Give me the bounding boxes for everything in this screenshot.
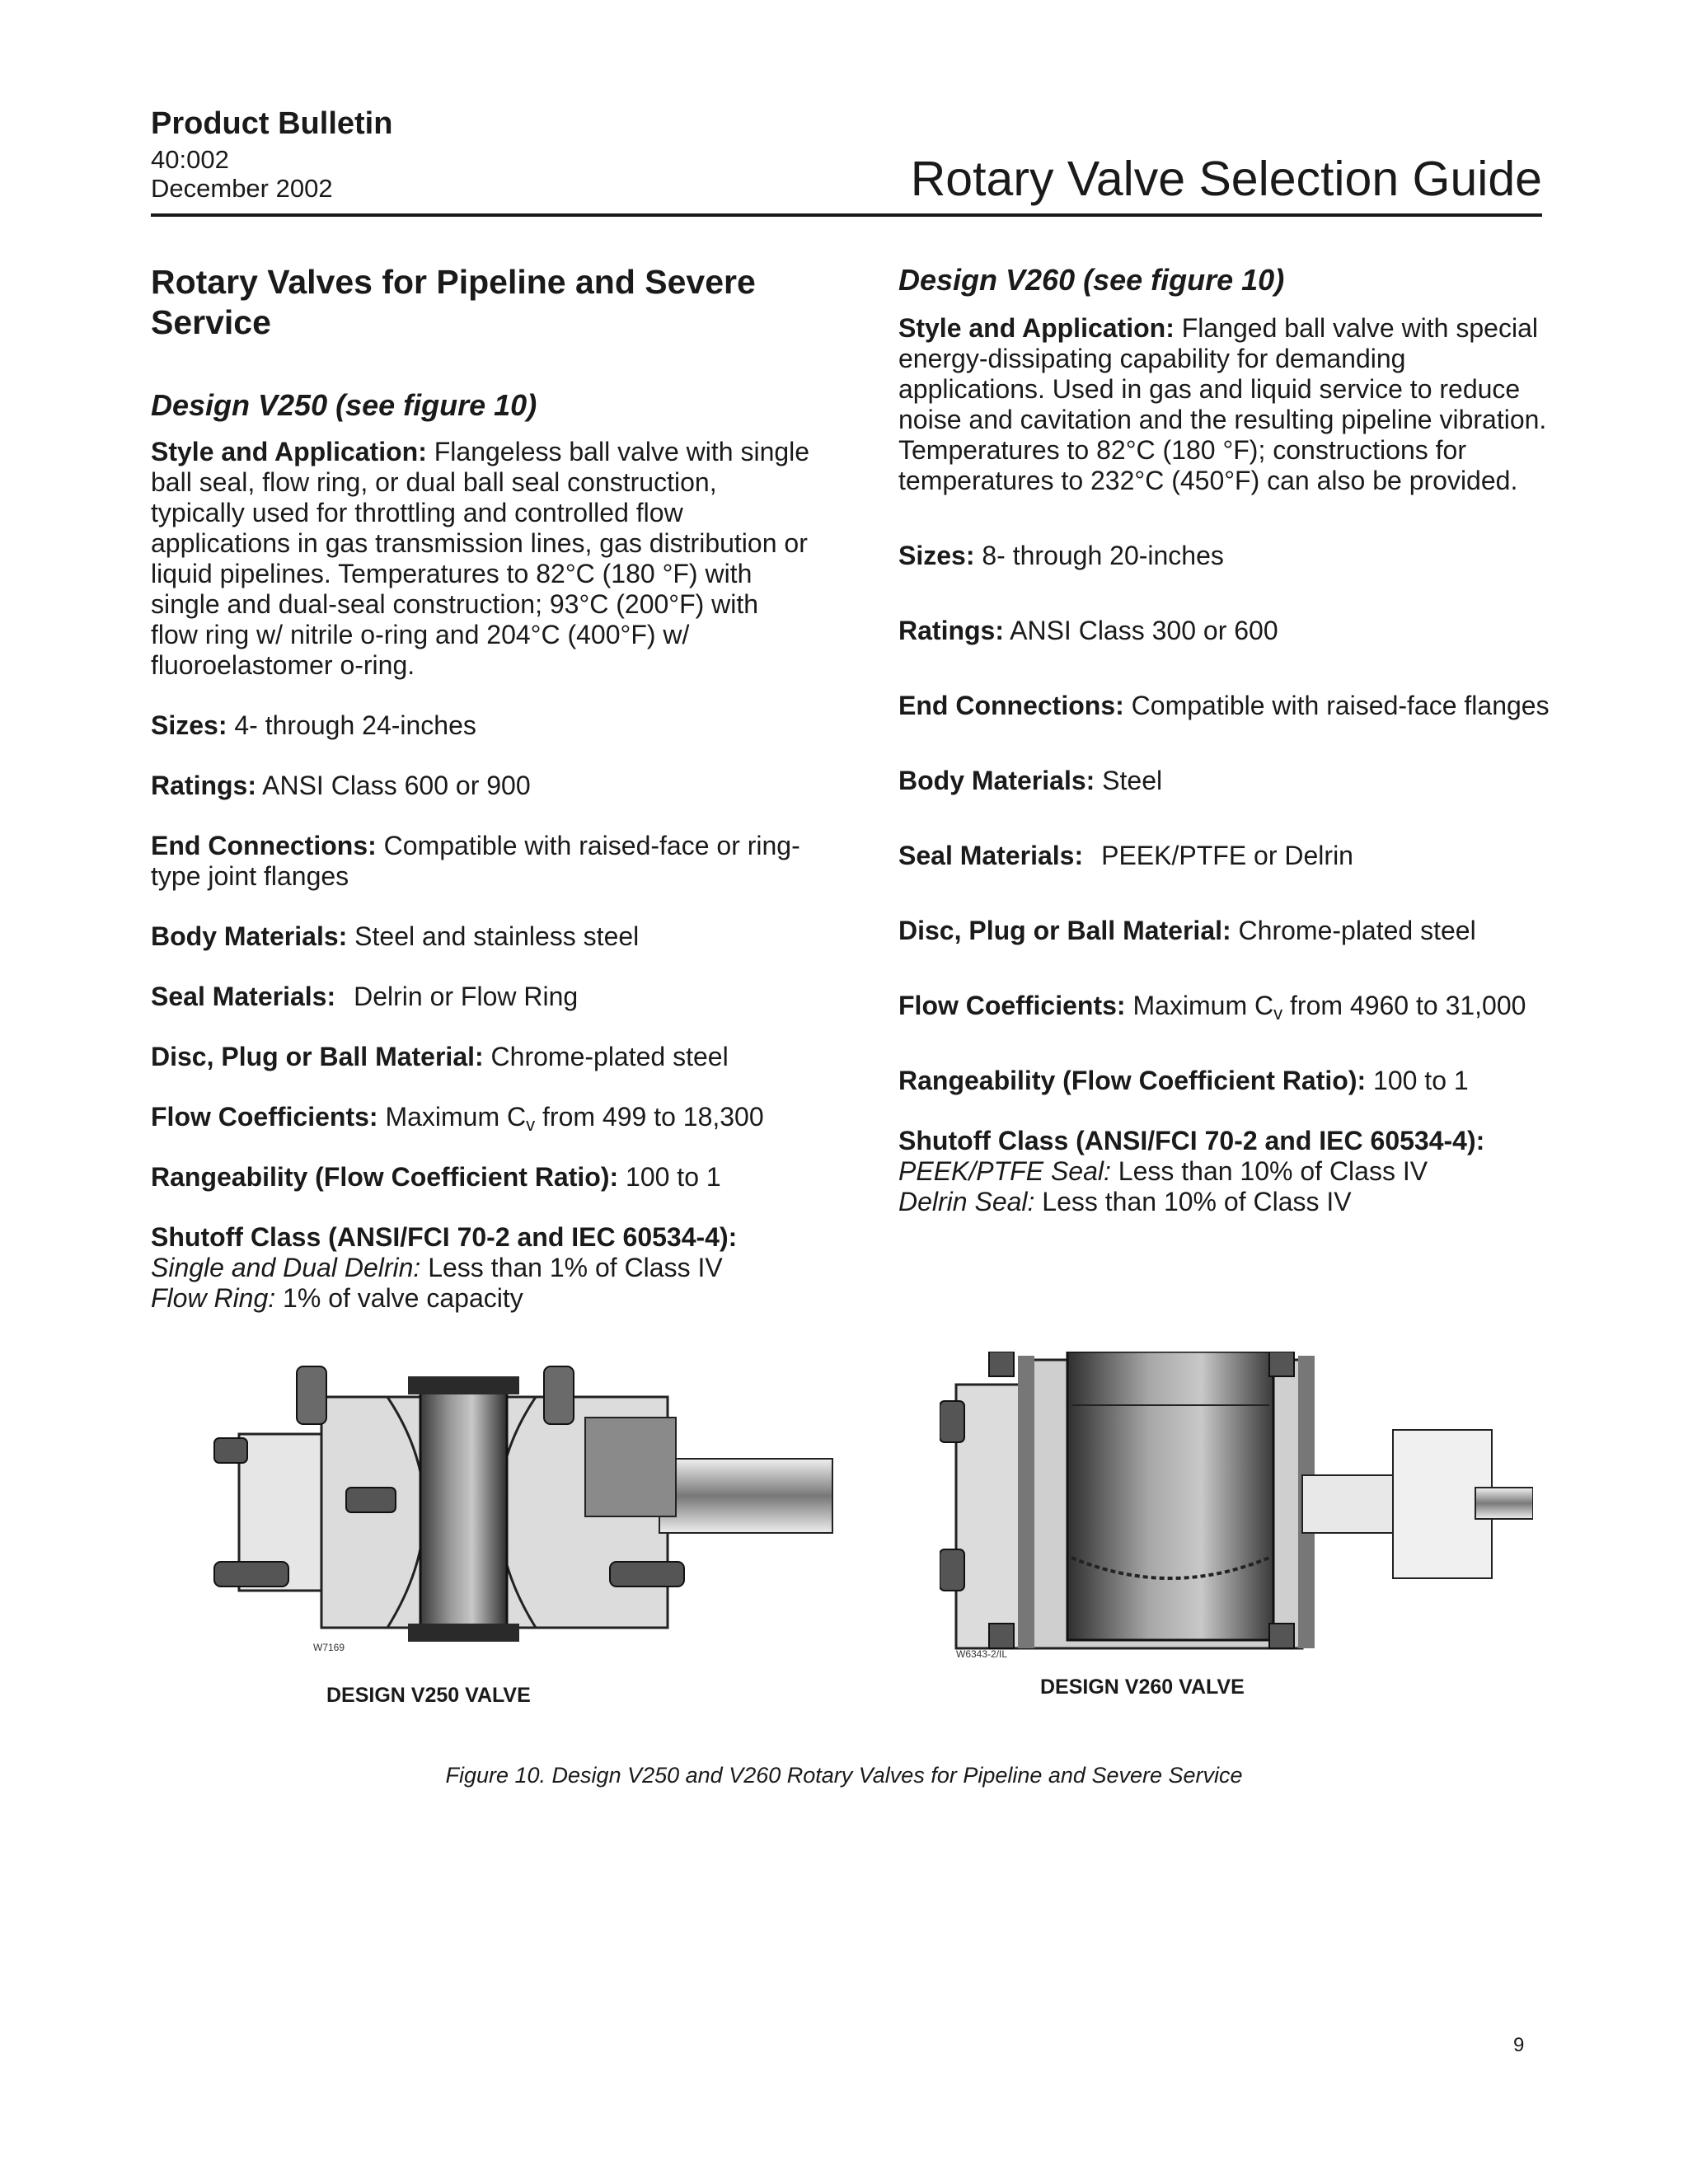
section-title: Rotary Valves for Pipeline and Severe Service — [151, 263, 756, 341]
ratings — [151, 771, 810, 801]
end-text: Compatible with raised-face or ring-type joint flanges — [151, 831, 800, 891]
sizes-label: Sizes: — [151, 710, 227, 740]
end-connections — [151, 831, 810, 892]
range-text: 100 to 1 — [626, 1162, 721, 1192]
shutoff-line-1 — [898, 1156, 1558, 1187]
sizes-text: 4- through 24-inches — [234, 710, 476, 740]
shutoff-2-italic: Delrin Seal: — [898, 1187, 1035, 1216]
end-connections — [898, 691, 1558, 721]
v260-valve-image — [940, 1352, 1533, 1663]
flow-coefficients — [898, 991, 1558, 1024]
sizes-label: Sizes: — [898, 541, 975, 570]
body-materials — [898, 766, 1558, 796]
disc-text: Chrome-plated steel — [490, 1042, 729, 1071]
flow-text-pre: Maximum C — [1132, 991, 1274, 1020]
v260-valve-label: DESIGN V260 VALVE — [1040, 1675, 1245, 1699]
ratings-text: ANSI Class 300 or 600 — [1010, 616, 1278, 645]
shutoff-1-italic: PEEK/PTFE Seal: — [898, 1156, 1111, 1186]
disc-material — [151, 1042, 810, 1072]
ratings — [898, 616, 1558, 646]
ratings-label: Ratings: — [898, 616, 1004, 645]
shutoff-2-text: Less than 10% of Class IV — [1042, 1187, 1352, 1216]
body-materials — [151, 921, 810, 952]
disc-label: Disc, Plug or Ball Material: — [898, 916, 1231, 945]
bulletin-number: 40:002 — [151, 145, 229, 174]
ratings-label: Ratings: — [151, 771, 256, 800]
design-v260-title: Design V260 (see figure 10) — [898, 263, 1285, 297]
shutoff-2-italic: Flow Ring: — [151, 1283, 276, 1313]
sizes — [151, 710, 810, 741]
flow-text-post: from 499 to 18,300 — [542, 1102, 764, 1132]
style-text: Flanged ball valve with special energy-dissipating capability for demanding applications. Used in gas and liquid service to reduce noise and cavitation and the resulting pipeline vibration. Temperatures to 82°C (180 °F); constructions for temperatures to 232°C (450°F) can also be provided. — [898, 313, 1547, 495]
flow-label: Flow Coefficients: — [898, 991, 1126, 1020]
shutoff-2-text: 1% of valve capacity — [283, 1283, 523, 1313]
disc-material — [898, 916, 1558, 946]
v260-figure-code: W6343-2/IL — [956, 1648, 1008, 1660]
style-application — [151, 437, 810, 681]
v250-figure-code: W7169 — [313, 1642, 345, 1653]
seal-label: Seal Materials: — [898, 841, 1084, 870]
shutoff-class — [898, 1126, 1558, 1217]
range-label: Rangeability (Flow Coefficient Ratio): — [898, 1066, 1367, 1095]
shutoff-label: Shutoff Class (ANSI/FCI 70-2 and IEC 60534-4): — [151, 1222, 738, 1252]
design-v250-title: Design V250 (see figure 10) — [151, 388, 537, 422]
right-column — [898, 262, 1558, 1262]
range-text: 100 to 1 — [1373, 1066, 1469, 1095]
flow-text-pre: Maximum C — [385, 1102, 527, 1132]
sizes — [898, 541, 1558, 571]
seal-label: Seal Materials: — [151, 982, 336, 1011]
shutoff-label: Shutoff Class (ANSI/FCI 70-2 and IEC 60534-4): — [898, 1126, 1485, 1155]
shutoff-1-text: Less than 10% of Class IV — [1118, 1156, 1428, 1186]
seal-materials — [151, 982, 810, 1012]
style-text: Flangeless ball valve with single ball seal, flow ring, or dual ball seal construction, typically used for throttling and controlled flow applications in gas transmission lines, gas distribution or liquid pipelines. Temperatures to 82°C (180 °F) with single and dual-seal construction; 93°C (200°F) with flow ring w/ nitrile o-ring and 204°C (400°F) w/ fluoroelastomer o-ring. — [151, 437, 810, 680]
body-text: Steel and stainless steel — [354, 921, 640, 951]
v250-valve-image — [198, 1352, 841, 1657]
bulletin-title: Product Bulletin — [151, 106, 393, 141]
end-label: End Connections: — [151, 831, 377, 860]
style-label: Style and Application: — [898, 313, 1175, 343]
range-label: Rangeability (Flow Coefficient Ratio): — [151, 1162, 619, 1192]
disc-label: Disc, Plug or Ball Material: — [151, 1042, 484, 1071]
v250-valve-label: DESIGN V250 VALVE — [326, 1684, 531, 1707]
shutoff-line-2 — [151, 1283, 810, 1314]
style-application — [898, 313, 1558, 496]
end-text: Compatible with raised-face flanges — [1131, 691, 1550, 720]
rangeability — [151, 1162, 810, 1193]
bulletin-date: December 2002 — [151, 174, 333, 203]
flow-label: Flow Coefficients: — [151, 1102, 378, 1132]
header-rule — [151, 213, 1542, 217]
guide-title: Rotary Valve Selection Guide — [910, 152, 1542, 206]
shutoff-line-1 — [151, 1253, 810, 1283]
page-number: 9 — [1513, 2034, 1525, 2056]
shutoff-1-text: Less than 1% of Class IV — [428, 1253, 723, 1282]
sizes-text: 8- through 20-inches — [982, 541, 1224, 570]
shutoff-line-2 — [898, 1187, 1558, 1217]
disc-text: Chrome-plated steel — [1238, 916, 1476, 945]
shutoff-1-italic: Single and Dual Delrin: — [151, 1253, 421, 1282]
seal-materials — [898, 841, 1558, 871]
flow-sub: v — [1273, 1003, 1283, 1024]
seal-text: PEEK/PTFE or Delrin — [1101, 841, 1353, 870]
flow-coefficients — [151, 1102, 810, 1135]
flow-text-post: from 4960 to 31,000 — [1290, 991, 1526, 1020]
flow-sub: v — [526, 1114, 536, 1135]
shutoff-class — [151, 1222, 810, 1314]
left-column — [151, 262, 810, 1343]
rangeability — [898, 1066, 1558, 1096]
style-label: Style and Application: — [151, 437, 427, 466]
body-text: Steel — [1102, 766, 1163, 795]
body-label: Body Materials: — [898, 766, 1095, 795]
end-label: End Connections: — [898, 691, 1124, 720]
figure-caption: Figure 10. Design V250 and V260 Rotary Valves for Pipeline and Severe Service — [445, 1763, 1243, 1788]
page-header — [151, 105, 1542, 218]
seal-text: Delrin or Flow Ring — [354, 982, 579, 1011]
ratings-text: ANSI Class 600 or 900 — [262, 771, 531, 800]
body-label: Body Materials: — [151, 921, 348, 951]
